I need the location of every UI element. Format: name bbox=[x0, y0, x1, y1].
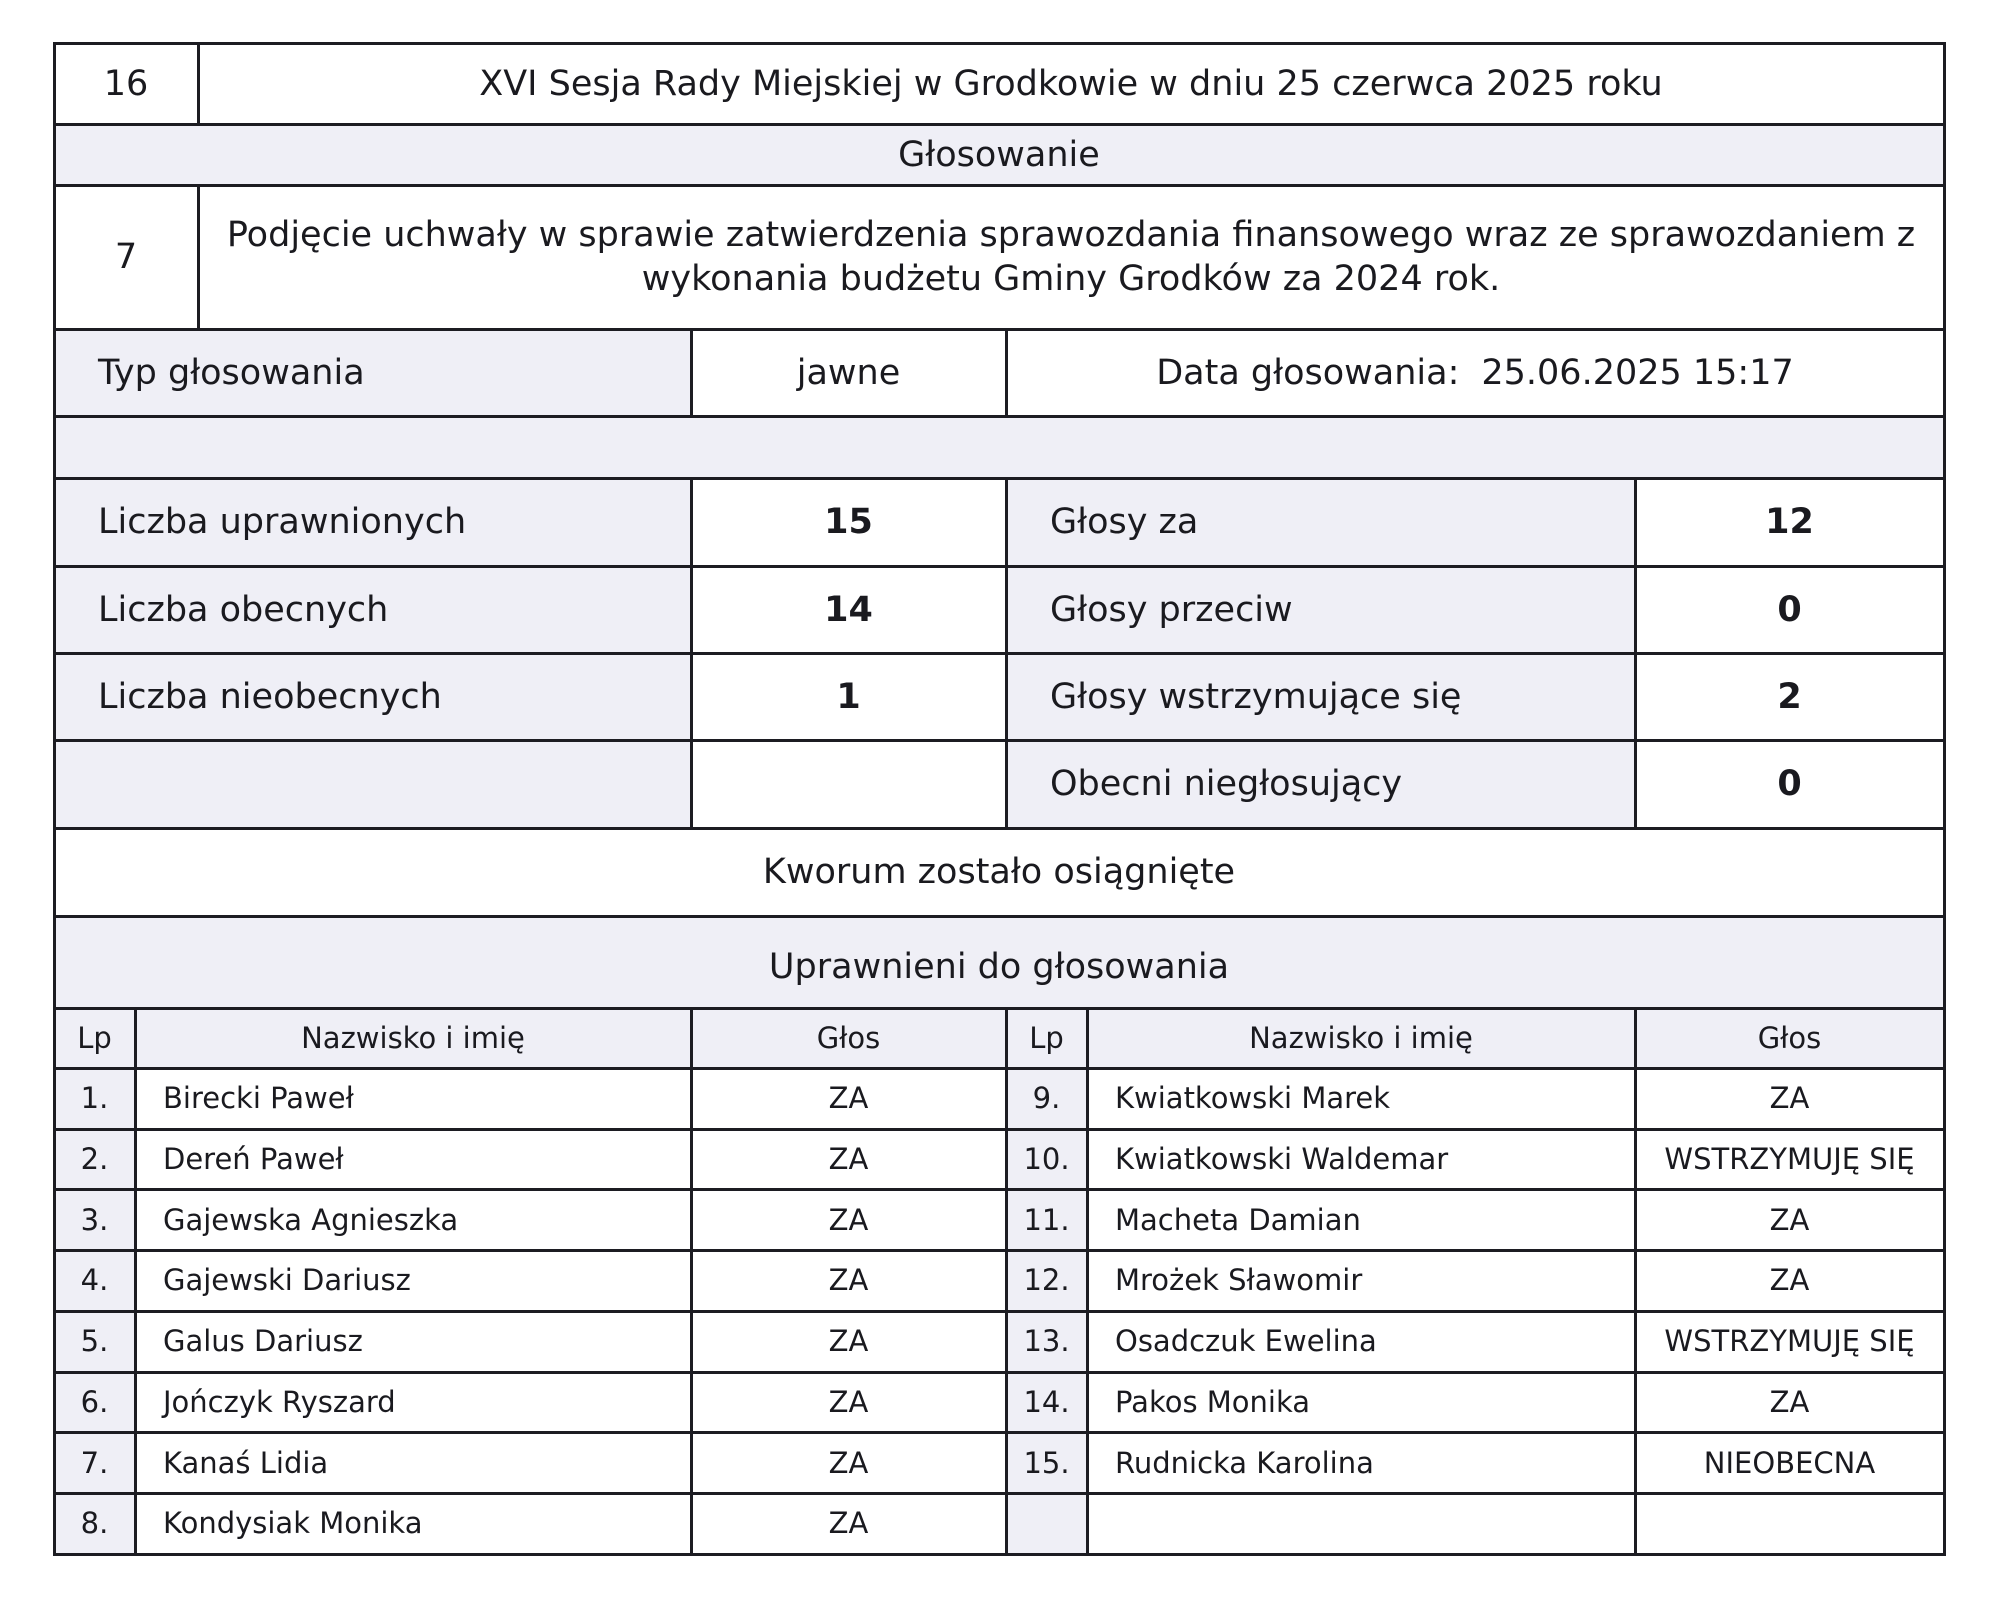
divider bbox=[197, 42, 200, 126]
stat-for-label: Głosy za bbox=[1006, 478, 1635, 566]
divider bbox=[53, 42, 1946, 45]
divider bbox=[197, 184, 200, 331]
voter-lp: 3. bbox=[54, 1189, 135, 1250]
agenda-item-number: 7 bbox=[54, 185, 198, 329]
voter-lp: 15. bbox=[1006, 1432, 1087, 1493]
voter-lp: 8. bbox=[54, 1493, 135, 1554]
voter-vote: ZA bbox=[691, 1432, 1006, 1493]
divider bbox=[53, 1492, 1946, 1495]
voter-lp: 12. bbox=[1006, 1250, 1087, 1311]
divider bbox=[690, 1007, 693, 1556]
divider bbox=[53, 565, 1946, 568]
voter-lp: 2. bbox=[54, 1129, 135, 1190]
stat-against-value: 0 bbox=[1635, 566, 1944, 653]
divider bbox=[1005, 328, 1008, 418]
voter-vote: ZA bbox=[691, 1372, 1006, 1433]
voter-name: Macheta Damian bbox=[1087, 1189, 1635, 1250]
voter-lp: 14. bbox=[1006, 1372, 1087, 1433]
voter-lp: 13. bbox=[1006, 1311, 1087, 1372]
divider bbox=[1086, 1007, 1089, 1556]
divider bbox=[53, 652, 1946, 655]
divider bbox=[1634, 1007, 1637, 1556]
voter-lp: 11. bbox=[1006, 1189, 1087, 1250]
divider bbox=[53, 1431, 1946, 1434]
voter-lp bbox=[1006, 1493, 1087, 1554]
vote-type-label: Typ głosowania bbox=[54, 329, 691, 416]
divider bbox=[53, 123, 1946, 126]
stat-abstain-label: Głosy wstrzymujące się bbox=[1006, 653, 1635, 740]
stat-abstain-value: 2 bbox=[1635, 653, 1944, 740]
divider bbox=[53, 415, 1946, 418]
col-vote-left: Głos bbox=[691, 1008, 1006, 1068]
voter-vote: ZA bbox=[1635, 1068, 1944, 1129]
voter-vote bbox=[1635, 1493, 1944, 1554]
col-lp-left: Lp bbox=[54, 1008, 135, 1068]
divider bbox=[1005, 1007, 1008, 1556]
spacer-row bbox=[54, 416, 1944, 478]
voter-name: Gajewska Agnieszka bbox=[135, 1189, 691, 1250]
divider bbox=[53, 827, 1946, 830]
stat-empty-value bbox=[691, 740, 1006, 828]
voter-name: Pakos Monika bbox=[1087, 1372, 1635, 1433]
voter-vote: ZA bbox=[1635, 1189, 1944, 1250]
voter-vote: ZA bbox=[691, 1068, 1006, 1129]
divider bbox=[134, 1007, 137, 1556]
divider bbox=[1943, 42, 1946, 1556]
vote-date-label: Data głosowania: bbox=[1156, 352, 1460, 393]
stat-present-label: Liczba obecnych bbox=[54, 566, 691, 653]
voter-lp: 4. bbox=[54, 1250, 135, 1311]
divider bbox=[53, 1310, 1946, 1313]
divider bbox=[53, 42, 56, 1556]
stat-absent-value: 1 bbox=[691, 653, 1006, 740]
voter-name: Dereń Paweł bbox=[135, 1129, 691, 1190]
divider bbox=[690, 328, 693, 418]
divider bbox=[53, 915, 1946, 918]
divider bbox=[53, 1371, 1946, 1374]
agenda-item-title: Podjęcie uchwały w sprawie zatwierdzenia sprawozdania finansowego wraz ze sprawozdaniem z wykonania budżetu Gminy Grodków za 2024 rok. bbox=[198, 185, 1944, 329]
stat-empty-label bbox=[54, 740, 691, 828]
voter-name bbox=[1087, 1493, 1635, 1554]
stat-against-label: Głosy przeciw bbox=[1006, 566, 1635, 653]
voter-vote: ZA bbox=[691, 1493, 1006, 1554]
voter-vote: NIEOBECNA bbox=[1635, 1432, 1944, 1493]
col-name-left: Nazwisko i imię bbox=[135, 1008, 691, 1068]
divider bbox=[53, 328, 1946, 331]
divider bbox=[53, 1007, 1946, 1010]
voter-lp: 1. bbox=[54, 1068, 135, 1129]
vote-date-value: 25.06.2025 15:17 bbox=[1481, 352, 1794, 393]
voter-name: Kwiatkowski Waldemar bbox=[1087, 1129, 1635, 1190]
voter-name: Kwiatkowski Marek bbox=[1087, 1068, 1635, 1129]
section-label: Głosowanie bbox=[54, 124, 1944, 185]
voter-name: Osadczuk Ewelina bbox=[1087, 1311, 1635, 1372]
stat-eligible-label: Liczba uprawnionych bbox=[54, 478, 691, 566]
vote-date bbox=[1006, 329, 1944, 416]
voter-vote: WSTRZYMUJĘ SIĘ bbox=[1635, 1129, 1944, 1190]
quorum-status: Kworum zostało osiągnięte bbox=[54, 828, 1944, 916]
divider bbox=[53, 1249, 1946, 1252]
voter-lp: 5. bbox=[54, 1311, 135, 1372]
stat-nonvoting-label: Obecni niegłosujący bbox=[1006, 740, 1635, 828]
divider bbox=[53, 1553, 1946, 1556]
voter-name: Galus Dariusz bbox=[135, 1311, 691, 1372]
voter-name: Birecki Paweł bbox=[135, 1068, 691, 1129]
session-number: 16 bbox=[54, 43, 198, 124]
col-name-right: Nazwisko i imię bbox=[1087, 1008, 1635, 1068]
divider bbox=[1634, 477, 1637, 830]
stat-present-value: 14 bbox=[691, 566, 1006, 653]
session-title: XVI Sesja Rady Miejskiej w Grodkowie w dniu 25 czerwca 2025 roku bbox=[198, 43, 1944, 124]
voter-lp: 6. bbox=[54, 1372, 135, 1433]
stat-for-value: 12 bbox=[1635, 478, 1944, 566]
voter-name: Kondysiak Monika bbox=[135, 1493, 691, 1554]
voter-vote: ZA bbox=[1635, 1250, 1944, 1311]
eligible-title: Uprawnieni do głosowania bbox=[54, 916, 1944, 1008]
vote-type-value: jawne bbox=[691, 329, 1006, 416]
voter-vote: ZA bbox=[691, 1311, 1006, 1372]
divider bbox=[53, 1188, 1946, 1191]
divider bbox=[53, 1067, 1946, 1070]
divider bbox=[53, 184, 1946, 187]
stat-eligible-value: 15 bbox=[691, 478, 1006, 566]
divider bbox=[53, 1128, 1946, 1131]
divider bbox=[690, 477, 693, 830]
voter-name: Mrożek Sławomir bbox=[1087, 1250, 1635, 1311]
voter-vote: ZA bbox=[691, 1250, 1006, 1311]
voter-name: Kanaś Lidia bbox=[135, 1432, 691, 1493]
divider bbox=[53, 477, 1946, 480]
col-lp-right: Lp bbox=[1006, 1008, 1087, 1068]
voter-lp: 10. bbox=[1006, 1129, 1087, 1190]
voter-lp: 9. bbox=[1006, 1068, 1087, 1129]
voter-name: Rudnicka Karolina bbox=[1087, 1432, 1635, 1493]
voter-name: Jończyk Ryszard bbox=[135, 1372, 691, 1433]
voter-vote: ZA bbox=[691, 1189, 1006, 1250]
voter-vote: WSTRZYMUJĘ SIĘ bbox=[1635, 1311, 1944, 1372]
stat-absent-label: Liczba nieobecnych bbox=[54, 653, 691, 740]
col-vote-right: Głos bbox=[1635, 1008, 1944, 1068]
voter-vote: ZA bbox=[1635, 1372, 1944, 1433]
voter-lp: 7. bbox=[54, 1432, 135, 1493]
stat-nonvoting-value: 0 bbox=[1635, 740, 1944, 828]
divider bbox=[53, 739, 1946, 742]
divider bbox=[1005, 477, 1008, 830]
voter-vote: ZA bbox=[691, 1129, 1006, 1190]
voter-name: Gajewski Dariusz bbox=[135, 1250, 691, 1311]
